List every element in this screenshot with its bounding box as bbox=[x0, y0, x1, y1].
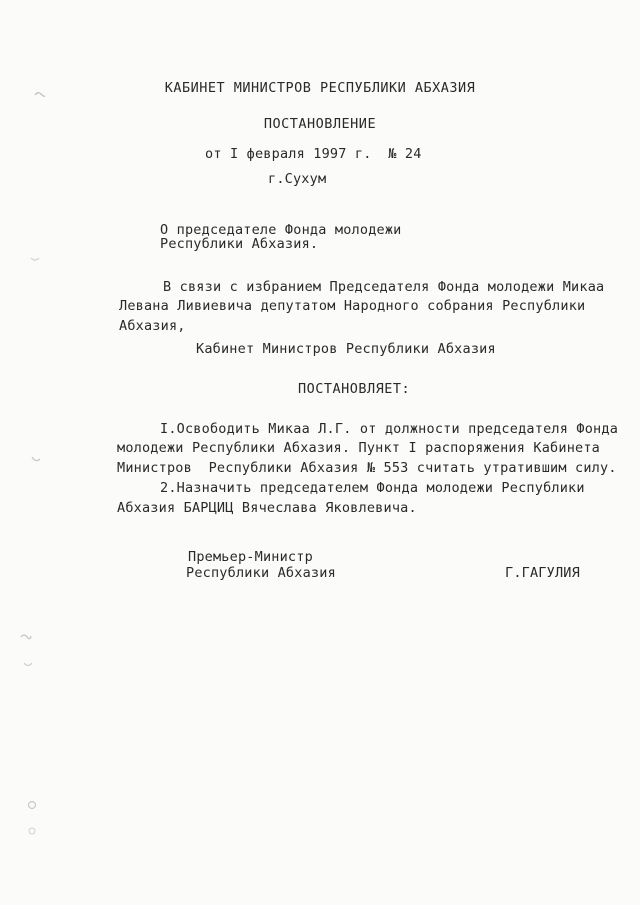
preamble-line: В связи с избранием Председателя Фонда молодежи Микаа bbox=[163, 279, 605, 295]
scan-mark-icon bbox=[20, 632, 32, 642]
item-line: 2.Назначить председателем Фонда молодежи Республики bbox=[160, 480, 585, 496]
item-line: Абхазия БАРЦИЦ Вячеслава Яковлевича. bbox=[117, 500, 417, 516]
scan-mark-icon bbox=[30, 455, 42, 465]
document-type: ПОСТАНОВЛЕНИЕ bbox=[263, 116, 377, 132]
place: г.Сухум bbox=[268, 171, 327, 187]
date-and-number: от I февраля 1997 г. № 24 bbox=[205, 146, 422, 162]
decree-word: ПОСТАНОВЛЯЕТ: bbox=[298, 381, 411, 397]
preamble-line: Левана Ливиевича депутатом Народного собрания Республики bbox=[119, 298, 586, 314]
signer-title: Премьер-Министр bbox=[188, 549, 313, 565]
item-line: молодежи Республики Абхазия. Пункт I распоряжения Кабинета bbox=[117, 440, 601, 456]
organization-title: КАБИНЕТ МИНИСТРОВ РЕСПУБЛИКИ АБХАЗИЯ bbox=[164, 80, 476, 96]
item-line: I.Освободить Микаа Л.Г. от должности председателя Фонда bbox=[160, 421, 619, 437]
scan-mark-icon bbox=[26, 826, 38, 836]
subject-line: Республики Абхазия. bbox=[160, 236, 319, 252]
preamble-line: Абхазия, bbox=[119, 318, 186, 334]
scan-mark-icon bbox=[22, 660, 34, 670]
scan-mark-icon bbox=[26, 800, 38, 810]
signer-name: Г.ГАГУЛИЯ bbox=[505, 565, 580, 581]
issuer-line: Кабинет Министров Республики Абхазия bbox=[196, 341, 496, 357]
subject-line: О председателе Фонда молодежи bbox=[160, 222, 402, 238]
signer-title: Республики Абхазия bbox=[186, 565, 336, 581]
scan-mark-icon bbox=[30, 255, 42, 265]
item-line: Министров Республики Абхазия № 553 считать утратившим силу. bbox=[117, 460, 617, 476]
